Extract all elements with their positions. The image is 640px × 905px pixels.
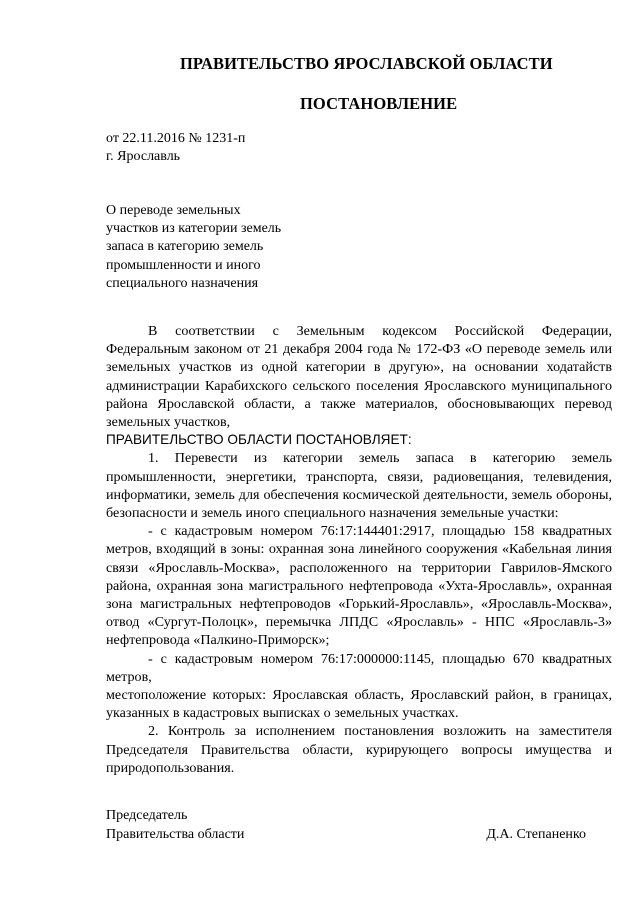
location-paragraph: местоположение которых: Ярославская область, Ярославский район, в границах, указанных в кадастровых выписках о земельных участках. bbox=[106, 687, 612, 722]
subject-line: специального назначения bbox=[106, 275, 259, 291]
document-type-title: ПОСТАНОВЛЕНИЕ bbox=[300, 94, 458, 113]
subject-line: О переводе земельных bbox=[106, 203, 241, 218]
subject-line: промышленности и иного bbox=[106, 257, 261, 273]
signatory-position-line-1: Председатель bbox=[106, 808, 188, 823]
document-date-number: от 22.11.2016 № 1231-п bbox=[106, 131, 246, 146]
document-subject bbox=[106, 202, 366, 293]
signature-block bbox=[106, 806, 612, 844]
signatory-position-line-2: Правительства области bbox=[106, 827, 245, 842]
government-title: ПРАВИТЕЛЬСТВО ЯРОСЛАВСКОЙ ОБЛАСТИ bbox=[180, 54, 553, 73]
subject-line: участков из категории земель bbox=[106, 221, 282, 237]
document-body bbox=[106, 322, 612, 777]
item-2-paragraph: 2. Контроль за исполнением постановления возложить на заместителя Председателя Правительства области, курирующего вопросы имущества и природопользования. bbox=[106, 723, 612, 776]
document-city: г. Ярославль bbox=[106, 149, 181, 164]
signature-row bbox=[106, 825, 612, 844]
preamble-paragraph: В соответствии с Земельным кодексом Российской Федерации, Федеральным законом от 21 декабря 2004 года № 172-ФЗ «О переводе земель или земельных участков из одной категории в другую», на основании ходатайств администрации Карабихского сельского поселения Ярославского муниципального района Ярославской области, а также материалов, обосновывающих перевод земельных участков, bbox=[106, 323, 612, 431]
item-1-paragraph: 1. Перевести из категории земель запаса в категорию земель промышленности, энергетики, транспорта, связи, радиовещания, телевидения, информатики, земель для обеспечения космической деятельности, земель обороны, безопасности и земель иного специального назначения земельные участки: bbox=[106, 450, 612, 522]
subject-line: запаса в категорию земель bbox=[106, 239, 264, 255]
plot-2-paragraph: - с кадастровым номером 76:17:000000:1145, площадью 670 квадратных метров, bbox=[106, 650, 612, 685]
signatory-name: Д.А. Степаненко bbox=[486, 827, 586, 842]
resolves-line: ПРАВИТЕЛЬСТВО ОБЛАСТИ ПОСТАНОВЛЯЕТ: bbox=[106, 432, 412, 448]
plot-1-paragraph: - с кадастровым номером 76:17:144401:2917, площадью 158 квадратных метров, входящий в зоны: охранная зона линейного сооружения «Кабельная линия связи «Ярославль-Москва», расположенного на территории Гаврилов-Ямского района, охранная зона магистрального нефтепровода «Ухта-Ярославль», охранная зона магистральных нефтепроводов «Горький-Ярославль», «Ярославль-Москва», отвод «Сургут-Полоцк», перемычка ЛПДС «Ярославль» - НПС «Ярославль-3» нефтепровода «Палкино-Приморск»; bbox=[106, 523, 612, 649]
